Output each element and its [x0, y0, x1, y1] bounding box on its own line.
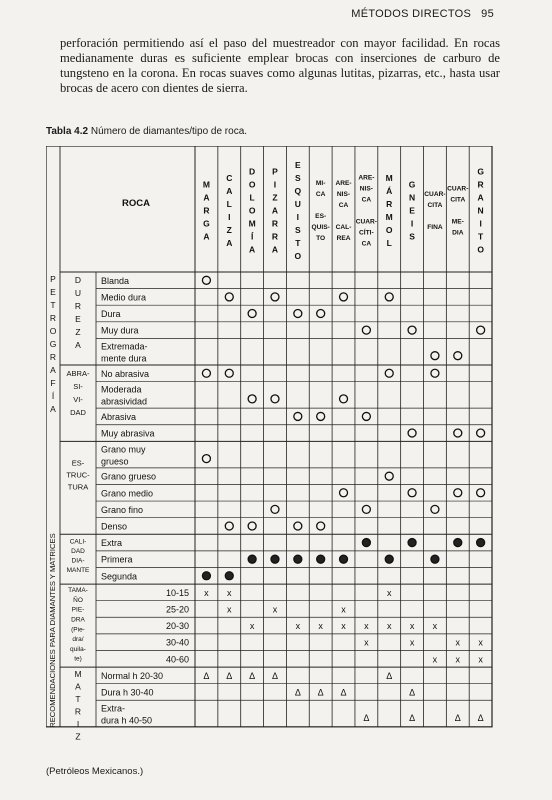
column-header-text: L [226, 199, 232, 209]
column-header-text: R [386, 199, 393, 209]
column-header-text: Q [294, 186, 302, 196]
column-header-text: A [271, 205, 279, 216]
mark-symbol: x [295, 621, 301, 632]
column-header-text: I [479, 218, 482, 229]
row-label: Extra- [101, 703, 126, 714]
column-header-text: CA [361, 240, 372, 248]
row-label: 25-20 [165, 604, 189, 615]
calidad-text: DIA- [71, 557, 85, 565]
mark-circle [477, 326, 485, 334]
abrasividad-text: ABRA- [66, 368, 90, 378]
row-label: Muy abrasiva [101, 428, 155, 439]
column-header-text: ARE- [358, 174, 375, 182]
header-title: MÉTODOS DIRECTOS [351, 8, 472, 20]
column-header-text: S [409, 231, 415, 242]
column-header-text: A [226, 238, 233, 248]
mark-symbol: x [227, 604, 232, 615]
mark-symbol: x [478, 637, 483, 648]
mark-circle [248, 522, 256, 530]
dureza-letter: U [74, 288, 82, 298]
column-header-text: CA [338, 202, 349, 209]
mark-circle [385, 555, 393, 563]
mark-circle [385, 293, 393, 301]
mark-symbol: x [341, 621, 346, 632]
petrografia-letter: R [49, 313, 57, 323]
mark-symbol: x [249, 621, 255, 632]
column-header-text: DIA [452, 229, 464, 237]
caption-label: Tabla 4.2 [46, 126, 89, 137]
tamano-text: dra/ [72, 636, 84, 644]
mark-symbol: x [204, 587, 209, 598]
row-label: mente dura [101, 353, 147, 364]
mark-circle [477, 489, 485, 497]
column-header-text: I [410, 218, 414, 229]
mark-circle [294, 412, 302, 420]
mark-symbol: x [364, 621, 369, 632]
caption-text: Número de diamantes/tipo de roca. [90, 126, 248, 137]
column-header-text: Z [272, 192, 278, 203]
row-label: dura h 40-50 [101, 715, 153, 726]
column-header-text: I [228, 212, 231, 222]
mark-symbol: Δ [249, 670, 256, 681]
tamano-text: ÑO [73, 596, 83, 604]
mark-circle [408, 489, 416, 497]
row-label: Extremada- [101, 341, 148, 352]
column-header-text: Í [250, 231, 254, 242]
row-label: Blanda [101, 275, 130, 286]
column-header-text: REA [336, 235, 351, 242]
mark-circle [202, 369, 210, 377]
petrografia-letter: G [49, 339, 57, 349]
column-header-text: S [294, 173, 301, 183]
mark-symbol: Δ [409, 687, 416, 698]
row-label: Normal h 20-30 [101, 670, 164, 681]
mark-circle [294, 555, 302, 563]
mark-circle [225, 369, 233, 377]
petrografia-letter: A [50, 404, 56, 414]
dureza-letter: E [75, 314, 81, 324]
column-header-text: M [202, 179, 210, 190]
column-header-text: O [477, 244, 484, 255]
mark-symbol: Δ [409, 713, 416, 724]
table-caption [46, 126, 247, 137]
row-label: Moderada [101, 384, 142, 395]
column-header-text: MI- [315, 180, 326, 187]
mark-circle [248, 555, 256, 563]
matriz-letter: I [76, 719, 80, 730]
abrasividad-text: DAD [70, 407, 86, 417]
column-header-text: CAL- [335, 224, 352, 231]
mark-symbol: Δ [386, 670, 393, 681]
column-header-text: S [294, 225, 301, 235]
tamano-text: (Pie- [71, 626, 85, 634]
column-header-text: U [294, 199, 301, 209]
column-header-text: Z [226, 225, 232, 235]
column-header-text: O [248, 179, 256, 190]
row-label: Grano fino [101, 504, 144, 515]
column-header-text: T [478, 231, 484, 242]
mark-circle [454, 352, 462, 360]
mark-circle [202, 455, 210, 463]
column-header-text: CÍTI- [359, 229, 374, 237]
column-header-text: M [248, 218, 256, 229]
mark-circle [431, 555, 439, 563]
mark-symbol: x [409, 637, 415, 648]
mark-circle [248, 395, 256, 403]
mark-circle [248, 310, 256, 318]
tamano-text: PIE- [71, 606, 85, 614]
mark-circle [317, 555, 325, 563]
column-header-text: G [203, 218, 210, 229]
column-header-text: CUAR- [355, 218, 377, 226]
row-label: Grano medio [101, 488, 154, 499]
recomendaciones-label: RECOMENDACIONES PARA DIAMANTES Y MATRICES [48, 533, 57, 728]
tamano-text: TAMA- [68, 587, 88, 595]
column-header-text: O [248, 205, 256, 216]
mark-circle [431, 369, 439, 377]
body-paragraph: perforación permitiendo así el paso del muestreador con mayor facilidad. En rocas medianamente duras es suficiente emplear brocas con inserciones de carburo de tungsteno en la corona. En rocas suaves como algunas lutitas, pizarras, etc., hasta usar brocas de acero con dientes de sierra. [60, 36, 500, 95]
mark-circle [362, 505, 370, 513]
column-header-text: CA [361, 196, 372, 204]
mark-circle [454, 489, 462, 497]
column-header-text: NIS- [359, 185, 373, 193]
mark-circle [408, 429, 416, 437]
column-header-text: I [296, 212, 300, 222]
row-label: abrasividad [101, 396, 148, 407]
mark-symbol: x [432, 654, 438, 665]
row-label: grueso [101, 456, 129, 467]
mark-symbol: Δ [226, 670, 233, 681]
row-label: Dura [101, 309, 121, 319]
column-header-text: P [272, 166, 278, 177]
mark-symbol: Δ [363, 713, 370, 724]
column-header-text: ME- [451, 218, 464, 226]
mark-circle [408, 539, 416, 547]
column-header-text: T [295, 238, 301, 248]
petrografia-letter: F [50, 378, 56, 388]
dureza-letter: R [74, 301, 82, 311]
calidad-text: CALI- [69, 538, 87, 546]
row-label: Dura h 30-40 [101, 687, 154, 698]
row-label: No abrasiva [101, 368, 150, 379]
column-header-text: A [226, 186, 233, 196]
mark-circle [477, 429, 485, 437]
column-header-text: CA [315, 191, 326, 198]
mark-symbol: x [386, 621, 392, 632]
column-header-text: G [477, 166, 484, 177]
column-header-text: TO [316, 235, 326, 242]
column-header-text: N [477, 205, 484, 216]
calidad-text: MANTE [66, 566, 90, 574]
row-label: Abrasiva [101, 411, 137, 422]
mark-symbol: x [455, 637, 461, 648]
page-number: 95 [481, 8, 494, 20]
tamano-text: DRA [71, 616, 85, 624]
mark-circle [408, 326, 416, 334]
mark-circle [340, 555, 348, 563]
mark-circle [340, 489, 348, 497]
diamond-table [46, 146, 494, 749]
mark-circle [225, 572, 233, 580]
tamano-text: quila- [70, 645, 86, 653]
estructura-text: ES- [71, 458, 85, 468]
abrasividad-text: SI- [73, 381, 83, 391]
column-header-text: G [408, 179, 416, 190]
mark-circle [454, 539, 462, 547]
estructura-text: TURA [67, 482, 89, 492]
column-header-text: N [409, 192, 416, 203]
column-header-text: L [386, 238, 392, 248]
column-header-text: ARE- [335, 180, 352, 187]
matriz-letter: T [75, 694, 81, 705]
mark-circle [202, 572, 210, 580]
column-header-text: QUIS- [311, 224, 330, 231]
column-header-text: M [385, 212, 393, 222]
column-header-text: FINA [427, 224, 443, 231]
mark-symbol: x [478, 654, 483, 665]
dureza-letter: Z [75, 327, 81, 337]
mark-circle [362, 412, 370, 420]
column-header-text: A [271, 244, 279, 255]
column-header-text: O [294, 251, 302, 261]
dureza-letter: A [75, 340, 81, 350]
column-header-text: A [203, 192, 210, 203]
mark-circle [477, 539, 485, 547]
mark-circle [340, 395, 348, 403]
matriz-letter: R [74, 706, 82, 717]
petrografia-letter: A [50, 365, 56, 375]
row-label: Primera [101, 554, 133, 565]
column-header-text: E [294, 160, 301, 170]
petrografia-letter: R [49, 352, 57, 362]
column-header-text: R [271, 231, 279, 242]
column-header-text: M [385, 173, 393, 183]
column-header-text: Á [386, 186, 393, 196]
column-header-text: A [249, 244, 256, 255]
mark-circle [271, 395, 279, 403]
mark-symbol: x [318, 621, 323, 632]
row-label: Extra [101, 538, 123, 549]
column-header-text: CITA [450, 196, 466, 204]
mark-circle [431, 505, 439, 513]
mark-symbol: x [432, 621, 438, 632]
column-header-text: A [203, 231, 210, 242]
mark-circle [340, 293, 348, 301]
calidad-text: DAD [71, 547, 85, 555]
mark-circle [317, 522, 325, 530]
mark-symbol: x [386, 587, 392, 598]
mark-circle [385, 472, 393, 480]
mark-symbol: x [364, 637, 369, 648]
mark-circle [271, 555, 279, 563]
mark-symbol: x [409, 621, 415, 632]
mark-circle [225, 522, 233, 530]
mark-symbol: Δ [203, 670, 210, 681]
mark-circle [271, 505, 279, 513]
column-header-text: NIS- [336, 191, 351, 198]
mark-circle [362, 326, 370, 334]
column-header-text: A [477, 192, 484, 203]
petrografia-letter: Í [51, 391, 55, 401]
petrografia-letter: T [50, 300, 56, 310]
column-header-text: O [385, 225, 393, 235]
column-header-text: ES- [315, 213, 327, 220]
table-source: (Petróleos Mexicanos.) [46, 766, 144, 777]
column-header-text: C [226, 173, 233, 183]
column-header-text: E [409, 205, 415, 216]
row-label: 10-15 [165, 587, 189, 598]
mark-symbol: x [227, 587, 232, 598]
mark-circle [454, 429, 462, 437]
row-label: 30-40 [165, 637, 189, 648]
running-header [351, 8, 494, 20]
row-label: Denso [101, 521, 128, 532]
column-header-text: I [273, 179, 277, 190]
mark-symbol: Δ [477, 713, 484, 724]
column-header-text: R [271, 218, 279, 229]
row-label: 20-30 [165, 621, 189, 632]
tamano-text: te) [74, 655, 82, 663]
mark-symbol: Δ [317, 687, 324, 698]
mark-symbol: Δ [271, 670, 278, 681]
matriz-letter: M [74, 669, 82, 680]
mark-circle [294, 310, 302, 318]
row-label: Grano muy [101, 444, 146, 455]
mark-circle [317, 412, 325, 420]
row-label: Medio dura [101, 292, 147, 303]
row-label: 40-60 [165, 654, 189, 665]
column-header-text: R [477, 179, 484, 190]
column-header-text: R [203, 205, 210, 216]
mark-circle [362, 539, 370, 547]
dureza-letter: D [74, 275, 82, 285]
mark-circle [431, 352, 439, 360]
column-header-text: CUAR- [424, 191, 446, 198]
matriz-letter: Z [75, 731, 81, 742]
estructura-text: TRUC- [66, 470, 90, 480]
abrasividad-text: VI- [73, 394, 83, 404]
mark-symbol: x [272, 604, 278, 615]
petrografia-letter: O [49, 326, 57, 336]
column-header-text: CUAR- [447, 185, 469, 193]
mark-symbol: x [455, 654, 461, 665]
row-label: Grano grueso [101, 471, 157, 482]
mark-symbol: Δ [340, 687, 347, 698]
column-header-text: CITA [427, 202, 443, 209]
matriz-letter: A [75, 681, 81, 692]
roca-header: ROCA [122, 198, 150, 209]
mark-symbol: x [341, 604, 346, 615]
mark-symbol: Δ [294, 687, 301, 698]
mark-circle [271, 293, 279, 301]
petrografia-letter: E [50, 287, 56, 297]
petrografia-letter: P [50, 274, 56, 284]
column-header-text: D [249, 166, 256, 177]
mark-circle [225, 293, 233, 301]
row-label: Muy dura [101, 325, 139, 336]
mark-symbol: Δ [454, 713, 461, 724]
column-header-text: L [249, 192, 255, 203]
mark-circle [294, 522, 302, 530]
mark-circle [317, 310, 325, 318]
row-label: Segunda [101, 571, 138, 582]
mark-circle [202, 276, 210, 284]
mark-circle [385, 369, 393, 377]
